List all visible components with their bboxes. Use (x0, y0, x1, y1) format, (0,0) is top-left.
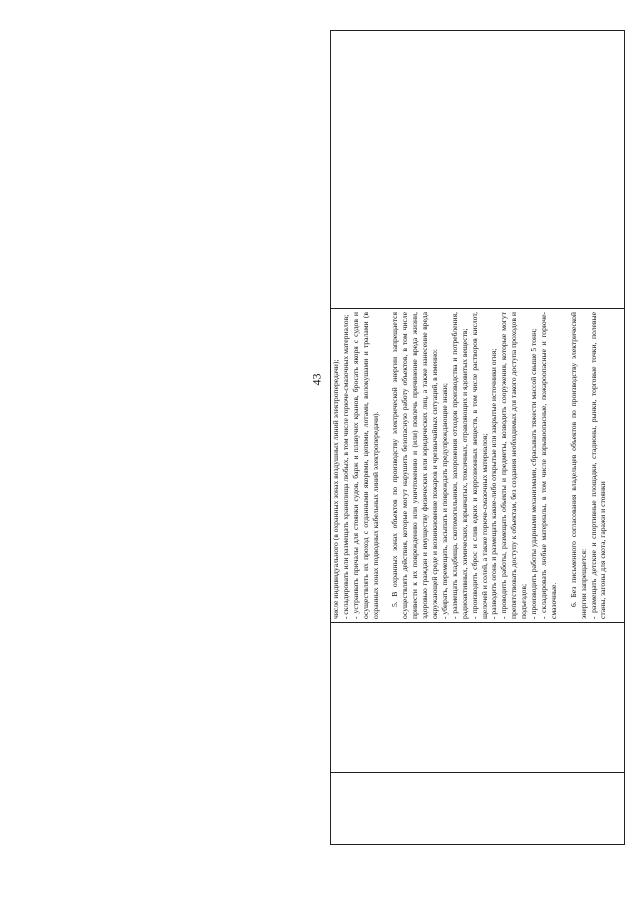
paragraph: - проводить работы, размещать объекты и предметы, возводить сооружения, которые могут препятствовать доступу к объектам, без создания необходимых для такого доступа проходов и подъездов; (499, 312, 529, 619)
paragraph: - складировать любые материалы, в том числе взрывоопасные, пожароопасные и горюче-смазочные. (539, 312, 558, 619)
table-column-empty-4 (331, 31, 624, 309)
document-table (330, 30, 625, 845)
paragraph: - производить работы ударными механизмами, сбрасывать тяжести массой свыше 5 тонн; (529, 328, 539, 619)
paragraph: - размещать кладбища, скотомогильники, захоронения отходов производства и потребления, радиоактивных, химических, взрывчатых, токсичных, отравляющих и ядовитых веществ; (449, 312, 469, 619)
paragraph: числе индивидуального (в охранных зонах воздушных линий электропередачи); (331, 359, 340, 619)
table-column-empty-1 (331, 772, 624, 844)
paragraph-spacer (381, 312, 391, 619)
paragraph: 5. В охранных зонах объектов по производству электрической энергии запрещается осуществлять действия, которые могут нарушить безопасную работу объектов, в том числе привести к их повреждению или уничтожению и (или) повлечь причинение вреда жизни, здоровью граждан и имуществу физических или юридических лиц, а также нанесение вреда окружающей среде и возникновение пожаров и чрезвычайных ситуаций, в именно: (390, 312, 440, 619)
paragraph: - размещать детские и спортивные площадки, стадионы, рынки, торговые точки, полевые станы, загоны для скота, гаражи и стоянки (588, 312, 608, 619)
page-number: 43 (309, 373, 324, 386)
paragraph: - убирать, перемещать, засыпать и повреждать предупреждающие знаки; (439, 383, 449, 619)
paragraph: 6. Без письменного согласования владельцев объектов по производству электрической энергии запрещается: (568, 312, 588, 619)
paragraph: - складировать или размещать хранилища любых, в том числе горюче-смазочных материалов; (340, 314, 350, 619)
table-text-cell (331, 309, 624, 622)
paragraph-spacer (559, 312, 569, 619)
paragraph: - разводить огонь и размещать какие-либо открытые или закрытые источники огня; (489, 348, 499, 619)
paragraph: - производить сброс и слив едких и коррозионных веществ, в том числе растворов кислот, щелочей и солей, а также горюче-смазочных материалов; (469, 312, 489, 619)
table-column-empty-2 (331, 622, 624, 772)
paragraph: - устраивать причалы для стоянки судов, барж и плавучих кранов, бросать якоря с судов и осуществлять их проход с отданными якорями, цепями, лотами, волокушами и тралами (в охранных зонах подводных кабельных линий электропередачи). (350, 312, 380, 619)
